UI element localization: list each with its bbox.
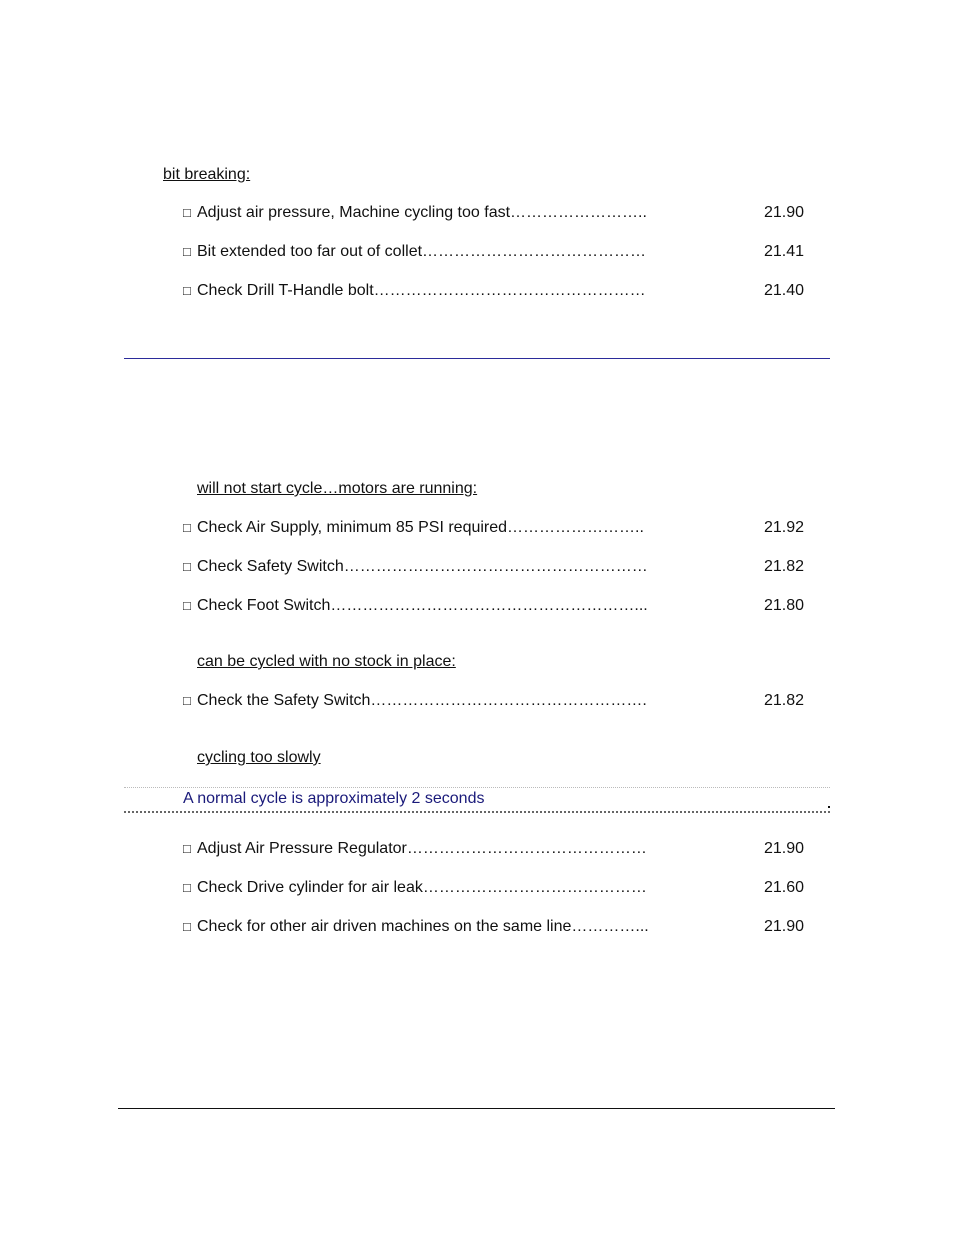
- list-item: [183, 281, 823, 301]
- item-text: Check Drive cylinder for air leak……………………………………: [197, 879, 647, 896]
- list-item: [183, 917, 823, 937]
- note-top-border: [124, 787, 830, 788]
- item-text: Check for other air driven machines on the same line…………...: [197, 918, 649, 935]
- note-end-dot: [828, 806, 830, 808]
- list-item: [183, 518, 823, 538]
- checkbox-icon: □: [183, 283, 191, 298]
- checkbox-icon: □: [183, 880, 191, 895]
- checkbox-icon: □: [183, 919, 191, 934]
- item-text: Check Foot Switch…………………………………………………...: [197, 597, 648, 614]
- list-item: [183, 691, 823, 711]
- list-item: [183, 878, 823, 898]
- list-item: [183, 557, 823, 577]
- item-text: Bit extended too far out of collet……………………………………: [197, 243, 647, 260]
- section-heading-no-stock: can be cycled with no stock in place:: [197, 653, 456, 670]
- item-reference: 21.90: [764, 204, 805, 221]
- item-text: Check Air Supply, minimum 85 PSI required……………………..: [197, 519, 644, 536]
- list-item: [183, 839, 823, 859]
- item-reference: 21.80: [764, 597, 805, 614]
- item-text: Adjust Air Pressure Regulator………………………………………: [197, 840, 647, 857]
- note-text: A normal cycle is approximately 2 seconds: [183, 790, 485, 807]
- item-text: Adjust air pressure, Machine cycling too fast……………………..: [197, 204, 647, 221]
- checkbox-icon: □: [183, 205, 191, 220]
- list-item: [183, 242, 823, 262]
- section-heading-cycling-slowly: cycling too slowly: [197, 749, 321, 766]
- item-reference: 21.41: [764, 243, 805, 260]
- list-item: [183, 203, 823, 223]
- checkbox-icon: □: [183, 598, 191, 613]
- item-text: Check Drill T-Handle bolt……………………………………………: [197, 282, 646, 299]
- checkbox-icon: □: [183, 244, 191, 259]
- item-reference: 21.82: [764, 692, 805, 709]
- list-item: [183, 596, 823, 616]
- item-reference: 21.90: [764, 840, 805, 857]
- item-reference: 21.92: [764, 519, 805, 536]
- section-divider: [124, 358, 830, 359]
- item-reference: 21.82: [764, 558, 805, 575]
- item-reference: 21.60: [764, 879, 805, 896]
- checkbox-icon: □: [183, 559, 191, 574]
- item-text: Check Safety Switch…………………………………………………: [197, 558, 648, 575]
- footer-rule: [118, 1108, 835, 1109]
- checkbox-icon: □: [183, 841, 191, 856]
- checkbox-icon: □: [183, 693, 191, 708]
- checkbox-icon: □: [183, 520, 191, 535]
- section-heading-bit-breaking: bit breaking:: [163, 166, 251, 183]
- item-reference: 21.90: [764, 918, 805, 935]
- note-bottom-border: [124, 811, 830, 813]
- item-text: Check the Safety Switch…………………………………………….: [197, 692, 647, 709]
- item-reference: 21.40: [764, 282, 805, 299]
- section-heading-will-not-start: will not start cycle…motors are running:: [197, 480, 478, 497]
